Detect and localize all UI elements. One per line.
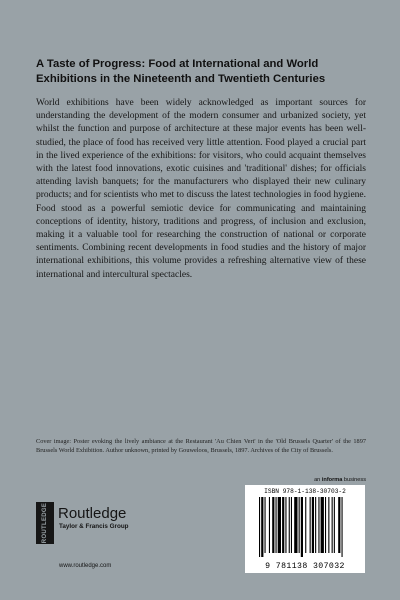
barcode-box [245, 485, 365, 573]
informa-prefix: an [314, 477, 322, 483]
barcode-icon [257, 497, 353, 557]
isbn-number: ISBN 978-1-138-30703-2 [264, 488, 346, 495]
routledge-logo-icon [36, 502, 54, 544]
ean-digits: 9 781138 307032 [265, 562, 345, 571]
informa-word: informa [321, 477, 343, 483]
book-title: A Taste of Progress: Food at International and World Exhibitions in the Nineteenth and Twentieth Centuries [36, 58, 326, 85]
informa-business-tagline [314, 477, 366, 483]
logo-vertical-text: ROUTLEDGE [42, 502, 48, 544]
book-description: World exhibitions have been widely acknowledged as important sources for understanding the development of the modern consumer and urbanized society, yet whilst the function and purpose of architecture at these major events has been well-studied, the place of food has received very little attention. Food played a crucial part in the lived experience of the exhibitions: for visitors, who could acquaint themselves with the latest food innovations, exotic cuisines and 'traditional' dishes; for officials attending lavish banquets; for the manufacturers who displayed their new culinary products; and for scientists who met to discuss the latest technologies in food hygiene. Food stood as a powerful semiotic device for communicating and maintaining conceptions of identity, history, traditions and progress, of inclusion and exclusion, making it a valuable tool for researching the construction of national or corporate sentiments. Combining recent developments in food studies and the history of major international exhibitions, this volume provides a refreshing alternative view of these international and intercultural spectacles. [36, 98, 366, 280]
publisher-name: Routledge [58, 505, 127, 522]
publisher-website: www.routledge.com [59, 563, 112, 569]
publisher-group: Taylor & Francis Group [59, 523, 129, 530]
cover-image-credit: Cover image: Poster evoking the lively ambiance at the Restaurant 'Au Chien Vert' in the 'Old Brussels Quarter' of the 1897 Brussels World Exhibition. Author unknown, printed by Gouweloos, Brussels, 1897. Archives of the City of Brussels. [36, 438, 366, 454]
informa-suffix: business [342, 477, 366, 483]
